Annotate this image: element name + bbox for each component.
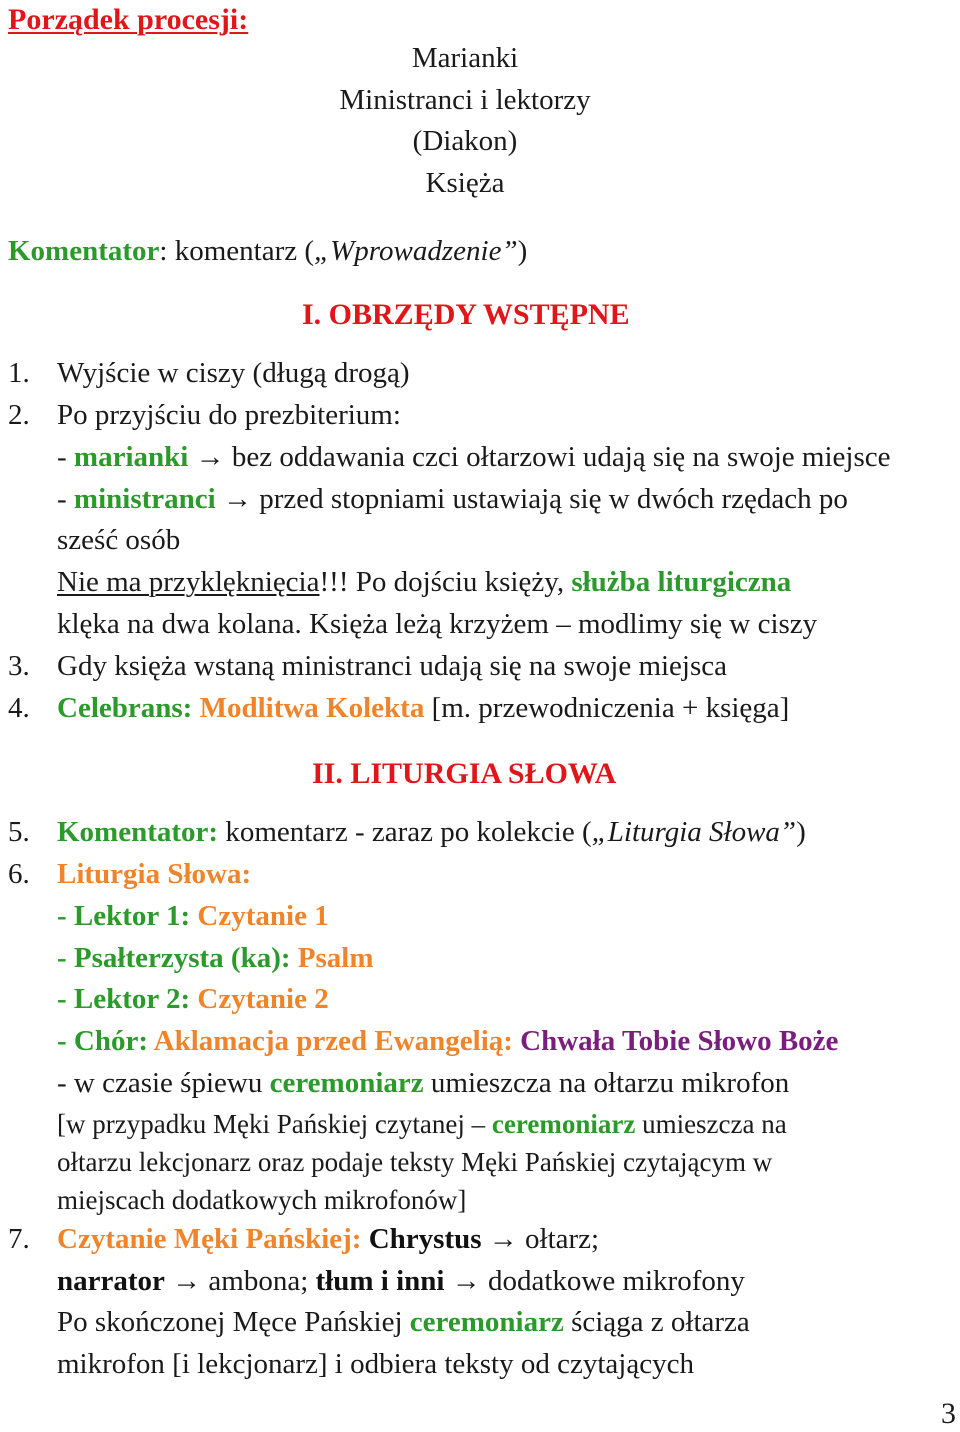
- item-7-line-2: narrator → ambona; tłum i inni → dodatkowe mikrofony: [57, 1265, 745, 1297]
- procession-item: Księża: [425, 167, 505, 199]
- item-5-text: Komentator: komentarz - zaraz po kolekcie („Liturgia Słowa”): [57, 816, 806, 848]
- item-2-line-1: - marianki → bez oddawania czci ołtarzowi udają się na swoje miejsce: [57, 441, 891, 473]
- item-number: 2.: [8, 399, 30, 431]
- item-6-note-3: miejscach dodatkowych mikrofonów]: [57, 1185, 467, 1215]
- section-heading-1: I. OBRZĘDY WSTĘPNE: [302, 298, 630, 331]
- procession-item: Ministranci i lektorzy: [339, 84, 591, 116]
- item-6-note-2: ołtarzu lekcjonarz oraz podaje teksty Męki Pańskiej czytającym w: [57, 1147, 773, 1177]
- item-7-line-4: mikrofon [i lekcjonarz] i odbiera teksty od czytających: [57, 1348, 694, 1380]
- item-number: 1.: [8, 357, 30, 389]
- komentator-intro: Komentator: komentarz („Wprowadzenie”): [8, 235, 528, 267]
- item-6-row-5: - w czasie śpiewu ceremoniarz umieszcza na ołtarzu mikrofon: [57, 1067, 790, 1099]
- page-number: 3: [941, 1397, 956, 1430]
- item-number: 3.: [8, 650, 30, 682]
- item-2-line-4: Nie ma przyklęknięcia!!! Po dojściu księży, służba liturgiczna: [57, 566, 792, 598]
- item-6-title: Liturgia Słowa:: [57, 858, 252, 890]
- item-7-line-1: Czytanie Męki Pańskiej: Chrystus → ołtarz;: [57, 1223, 600, 1255]
- komentator-label: Komentator: [8, 235, 160, 267]
- item-3-text: Gdy księża wstaną ministranci udają się na swoje miejsca: [57, 650, 728, 682]
- item-4-text: Celebrans: Modlitwa Kolekta [m. przewodniczenia + księga]: [57, 692, 790, 724]
- item-number: 5.: [8, 816, 30, 848]
- item-6-row-1: - Lektor 1: Czytanie 1: [57, 900, 329, 932]
- item-2-text: Po przyjściu do prezbiterium:: [57, 399, 401, 431]
- section-heading-2: II. LITURGIA SŁOWA: [312, 757, 617, 790]
- item-7-line-3: Po skończonej Męce Pańskiej ceremoniarz ściąga z ołtarza: [57, 1306, 750, 1338]
- procession-item: (Diakon): [412, 125, 518, 157]
- item-2-line-2: - ministranci → przed stopniami ustawiają się w dwóch rzędach po: [57, 483, 848, 515]
- procession-title: Porządek procesji:: [8, 3, 249, 36]
- item-6-note-1: [w przypadku Męki Pańskiej czytanej – ceremoniarz umieszcza na: [57, 1109, 787, 1139]
- item-number: 6.: [8, 858, 30, 890]
- item-2-line-3: sześć osób: [57, 524, 181, 556]
- item-number: 7.: [8, 1223, 30, 1255]
- item-1-text: Wyjście w ciszy (długą drogą): [57, 357, 410, 389]
- item-2-line-5: klęka na dwa kolana. Księża leżą krzyżem – modlimy się w ciszy: [57, 608, 818, 640]
- item-6-row-2: - Psałterzysta (ka): Psalm: [57, 942, 374, 974]
- item-number: 4.: [8, 692, 30, 724]
- item-6-row-4: - Chór: Aklamacja przed Ewangelią: Chwała Tobie Słowo Boże: [57, 1025, 839, 1057]
- procession-item: Marianki: [411, 42, 519, 74]
- item-6-row-3: - Lektor 2: Czytanie 2: [57, 983, 329, 1015]
